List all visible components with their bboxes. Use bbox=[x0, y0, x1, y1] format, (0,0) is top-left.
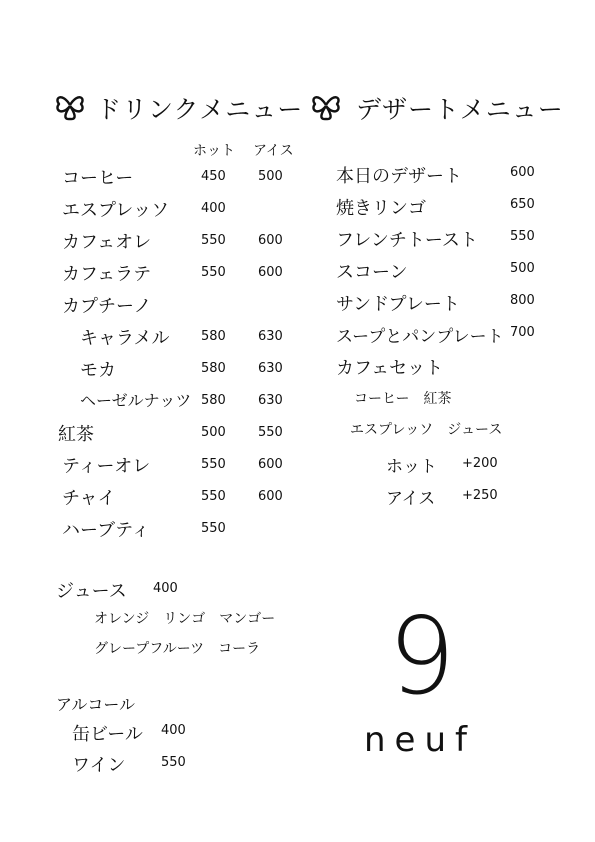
cafe-set-option-price: +250 bbox=[462, 488, 498, 503]
drink-name: エスプレッソ bbox=[62, 200, 170, 221]
drink-price-ice: 630 bbox=[258, 393, 283, 408]
drink-price-ice: 550 bbox=[258, 425, 283, 440]
drink-price-hot: 500 bbox=[201, 425, 226, 440]
cafe-set-option-price: +200 bbox=[462, 456, 498, 471]
dessert-name: スープとパンプレート bbox=[336, 327, 504, 347]
drink-price-ice: 600 bbox=[258, 489, 283, 504]
alcohol-name: ワイン bbox=[72, 755, 126, 776]
juice-flavors: グレープフルーツ コーラ bbox=[94, 641, 261, 657]
juice-title: ジュース bbox=[56, 581, 127, 602]
flower-icon bbox=[308, 88, 344, 124]
drink-name: カフェオレ bbox=[62, 232, 152, 253]
dessert-name: 本日のデザート bbox=[336, 166, 462, 187]
drink-price-hot: 550 bbox=[201, 233, 226, 248]
dessert-name: サンドプレート bbox=[336, 294, 460, 315]
dessert-price: 700 bbox=[510, 325, 535, 340]
drink-price-hot: 550 bbox=[201, 265, 226, 280]
alcohol-price: 400 bbox=[161, 723, 186, 738]
drink-name: ティーオレ bbox=[62, 456, 151, 477]
drink-price-ice: 500 bbox=[258, 169, 283, 184]
logo-wordmark: neuf bbox=[364, 720, 476, 760]
drink-name: 紅茶 bbox=[58, 424, 94, 445]
alcohol-name: 缶ビール bbox=[72, 724, 143, 745]
drink-price-hot: 450 bbox=[201, 169, 226, 184]
juice-flavors: オレンジ リンゴ マンゴー bbox=[94, 611, 276, 627]
drink-name: キャラメル bbox=[80, 328, 170, 349]
dessert-price: 500 bbox=[510, 261, 535, 276]
drink-name: ハーブティ bbox=[62, 520, 150, 541]
column-header-ice: アイス bbox=[253, 143, 294, 159]
dessert-price: 600 bbox=[510, 165, 535, 180]
drink-price-hot: 550 bbox=[201, 489, 226, 504]
cafe-set-title: カフェセット bbox=[336, 358, 444, 379]
dessert-name: 焼きリンゴ bbox=[336, 198, 426, 219]
logo-mark: 9 bbox=[388, 595, 456, 718]
cafe-set-option-label: アイス bbox=[386, 489, 436, 509]
drink-name: コーヒー bbox=[62, 168, 134, 189]
dessert-name: フレンチトースト bbox=[336, 230, 478, 251]
drink-name: チャイ bbox=[62, 488, 116, 509]
drink-price-ice: 600 bbox=[258, 457, 283, 472]
drink-name: カプチーノ bbox=[62, 296, 152, 317]
drink-price-ice: 630 bbox=[258, 329, 283, 344]
dessert-price: 550 bbox=[510, 229, 535, 244]
drink-name: モカ bbox=[80, 360, 116, 381]
alcohol-title: アルコール bbox=[56, 695, 136, 714]
drink-price-ice: 600 bbox=[258, 233, 283, 248]
drink-price-hot: 550 bbox=[201, 521, 226, 536]
dessert-price: 800 bbox=[510, 293, 535, 308]
drink-price-ice: 630 bbox=[258, 361, 283, 376]
drink-price-ice: 600 bbox=[258, 265, 283, 280]
drink-price-hot: 580 bbox=[201, 329, 226, 344]
alcohol-price: 550 bbox=[161, 755, 186, 770]
drink-name: ヘーゼルナッツ bbox=[80, 391, 192, 410]
cafe-set-choices: エスプレッソ ジュース bbox=[350, 422, 503, 438]
cafe-set-option-label: ホット bbox=[386, 457, 437, 477]
drink-name: カフェラテ bbox=[62, 264, 152, 285]
drink-price-hot: 580 bbox=[201, 393, 226, 408]
dessert-name: スコーン bbox=[336, 262, 408, 283]
juice-price: 400 bbox=[153, 581, 178, 596]
flower-icon bbox=[52, 88, 88, 124]
column-header-hot: ホット bbox=[193, 143, 235, 159]
drink-price-hot: 580 bbox=[201, 361, 226, 376]
cafe-set-choices: コーヒー 紅茶 bbox=[354, 391, 452, 407]
dessert-menu-title: デザートメニュー bbox=[356, 95, 564, 124]
drink-price-hot: 550 bbox=[201, 457, 226, 472]
drink-price-hot: 400 bbox=[201, 201, 226, 216]
dessert-price: 650 bbox=[510, 197, 535, 212]
drink-menu-title: ドリンクメニュー bbox=[96, 95, 304, 124]
